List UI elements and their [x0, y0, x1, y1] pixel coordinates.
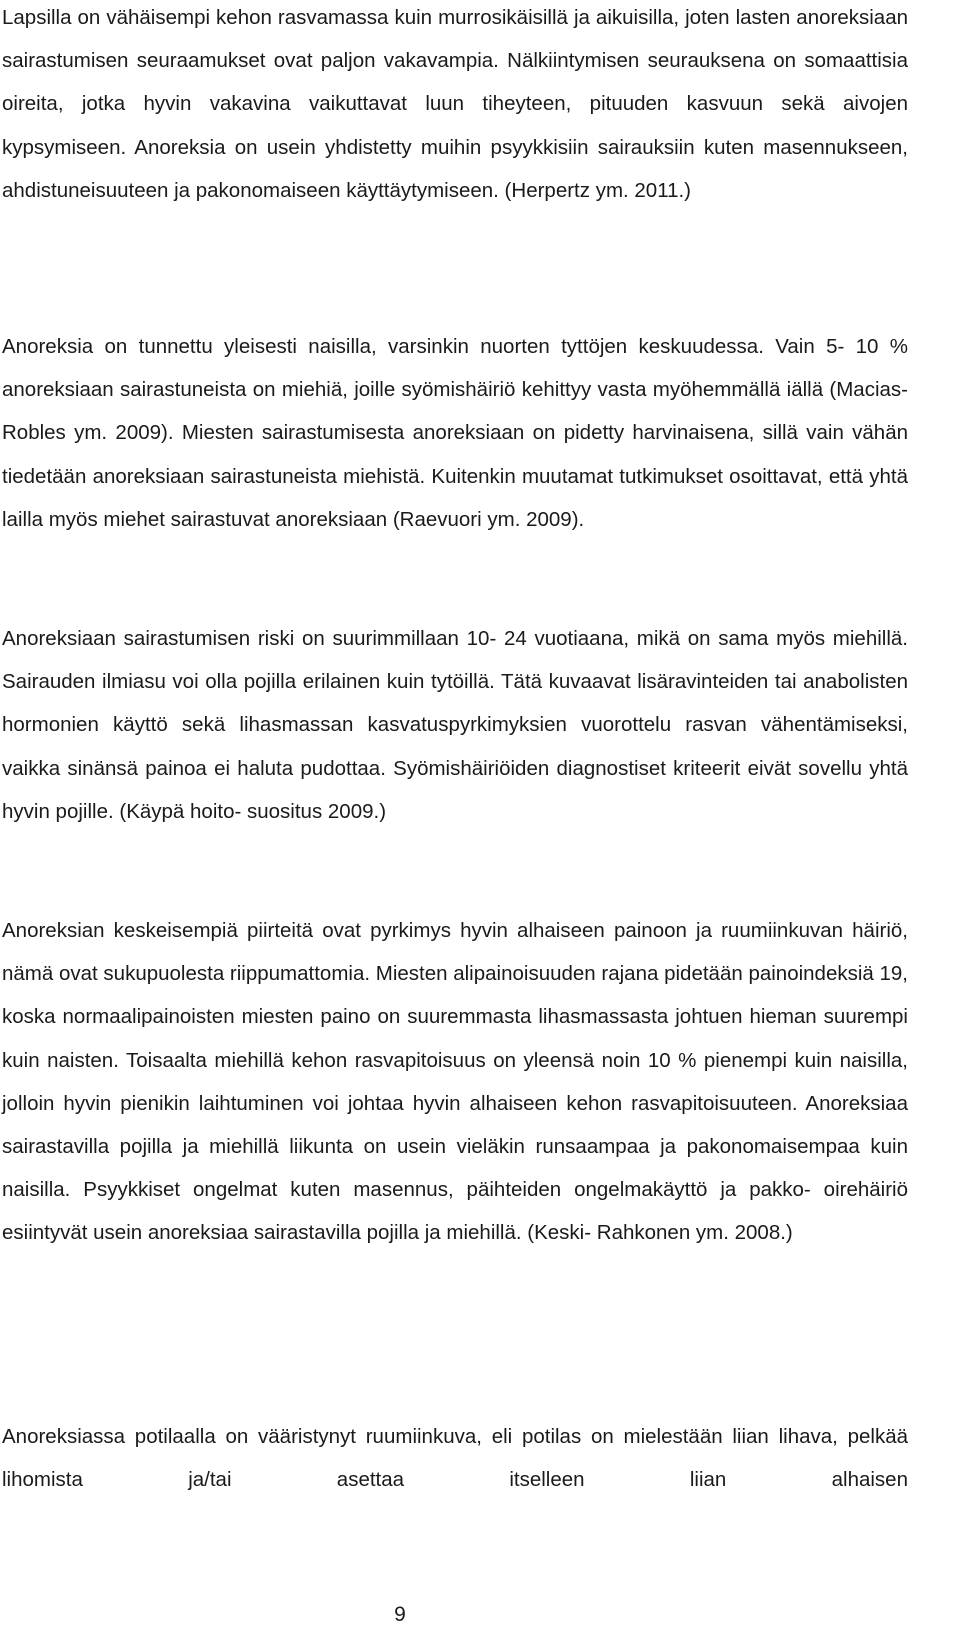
paragraph-3: Anoreksiaan sairastumisen riski on suurimmillaan 10- 24 vuotiaana, mikä on sama myös miehillä. Sairauden ilmiasu voi olla pojilla erilainen kuin tytöillä. Tätä kuvaavat lisäravinteiden tai anabolisten hormonien käyttö sekä lihasmassan kasvatuspyrkimyksien vuorottelu rasvan vähentämiseksi, vaikka sinänsä painoa ei haluta pudottaa. Syömishäiriöiden diagnostiset kriteerit eivät sovellu yhtä hyvin pojille. (Käypä hoito- suositus 2009.)	[2, 627, 908, 823]
paragraph-5-text: Anoreksiassa potilaalla on vääristynyt ruumiinkuva, eli potilas on mielestään liian lihava, pelkää lihomista ja/tai asettaa itselleen liian alhaisen	[2, 1425, 908, 1492]
paragraph-4: Anoreksian keskeisempiä piirteitä ovat pyrkimys hyvin alhaiseen painoon ja ruumiinkuvan häiriö, nämä ovat sukupuolesta riippumattomia. Miesten alipainoisuuden rajana pidetään painoindeksiä 19, koska normaalipainoisten miesten paino on suuremmasta lihasmassasta johtuen hieman suurempi kuin naisten. Toisaalta miehillä kehon rasvapitoisuus on yleensä noin 10 % pienempi kuin naisilla, jolloin hyvin pienikin laihtuminen voi johtaa hyvin alhaiseen kehon rasvapitoisuuteen. Anoreksiaa sairastavilla pojilla ja miehillä liikunta on usein vieläkin runsaampaa ja pakonomaisempaa kuin naisilla. Psyykkiset ongelmat kuten masennus, päihteiden ongelmakäyttö ja pakko- oirehäiriö esiintyvät usein anoreksiaa sairastavilla pojilla ja miehillä. (Keski- Rahkonen ym. 2008.)	[2, 919, 909, 1245]
paragraph-2: Anoreksia on tunnettu yleisesti naisilla, varsinkin nuorten tyttöjen keskuudessa. Vain 5- 10 % anoreksiaan sairastuneista on miehiä, joille syömishäiriö kehittyy vasta myöhemmällä iällä (Macias- Robles ym. 2009). Miesten sairastumisesta anoreksiaan on pidetty harvinaisena, sillä vain vähän tiedetään anoreksiaan sairastuneista miehistä. Kuitenkin muutamat tutkimukset osoittavat, että yhtä lailla myös miehet sairastuvat anoreksiaan (Raevuori ym. 2009).	[2, 335, 908, 531]
page-number: 9	[394, 1603, 406, 1626]
paragraph-5	[2, 1415, 908, 1501]
paragraph-1: Lapsilla on vähäisempi kehon rasvamassa kuin murrosikäisillä ja aikuisilla, joten lasten anoreksiaan sairastumisen seuraamukset ovat paljon vakavampia. Nälkiintymisen seurauksena on somaattisia oireita, jotka hyvin vakavina vaikuttavat luun tiheyteen, pituuden kasvuun sekä aivojen kypsymiseen. Anoreksia on usein yhdistetty muihin psyykkisiin sairauksiin kuten masennukseen, ahdistuneisuuteen ja pakonomaiseen käyttäytymiseen. (Herpertz ym. 2011.)	[2, 6, 908, 202]
